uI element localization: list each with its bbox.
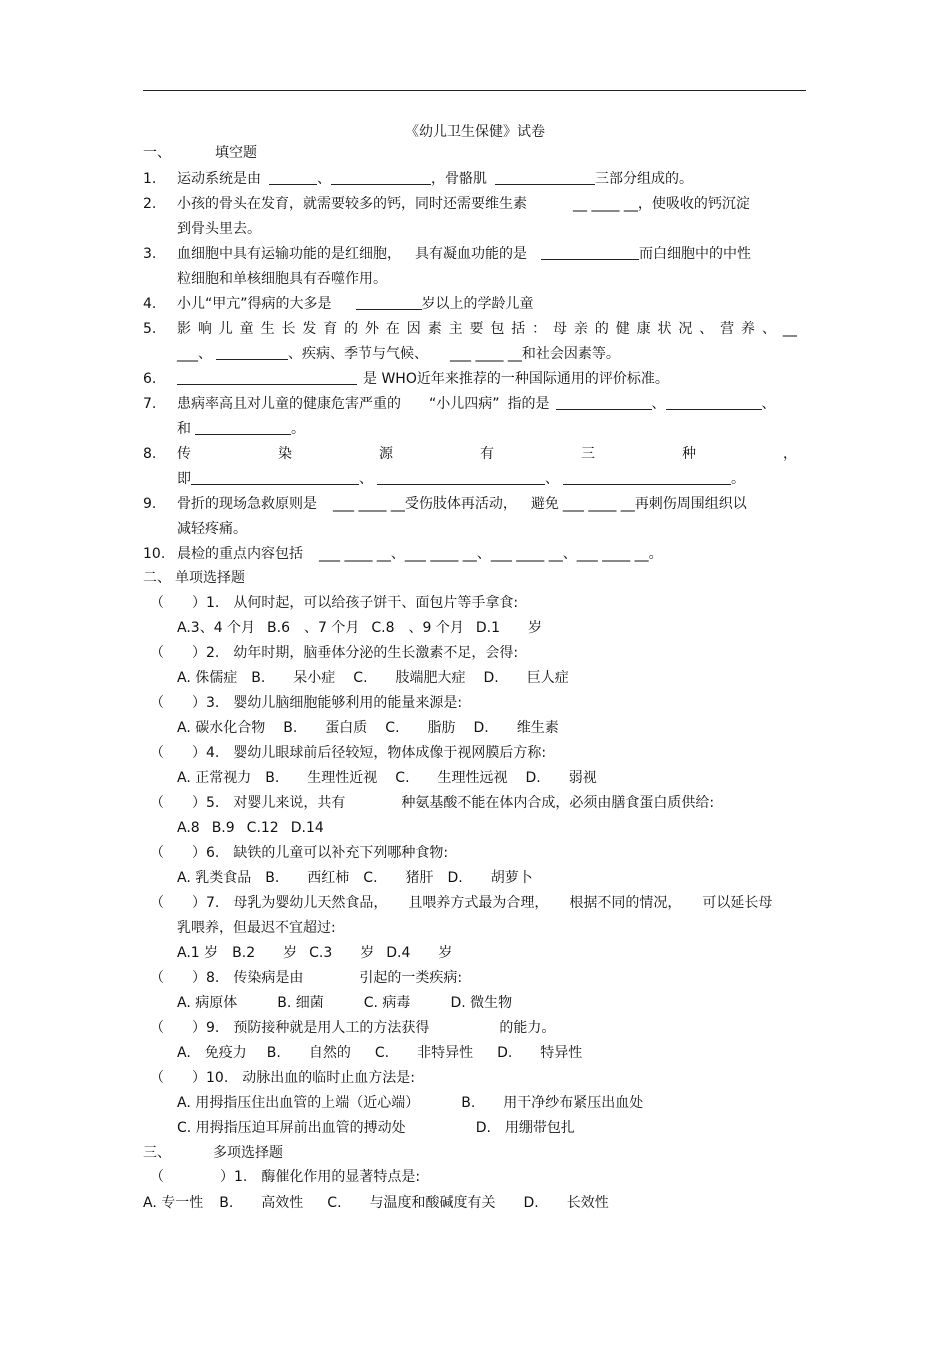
fill-q5-number: 5.	[143, 321, 157, 337]
char: 外	[365, 321, 380, 337]
char: ：	[532, 321, 547, 337]
text: 受伤肢体再活动，	[404, 496, 517, 512]
option-a[interactable]: A.8	[177, 820, 200, 836]
option-b[interactable]: B.2 岁	[232, 945, 298, 961]
option-d[interactable]: D. 巨人症	[483, 670, 569, 686]
char: 状	[657, 321, 672, 337]
answer-blank[interactable]	[191, 470, 359, 485]
answer-blank[interactable]: ___ ____ __	[450, 346, 522, 362]
text: 、疾病、季节与气候、	[288, 346, 428, 362]
option-a[interactable]: A. 乳类食品	[177, 870, 252, 886]
fill-q10	[143, 545, 663, 563]
single-q4-options	[177, 769, 597, 787]
answer-blank[interactable]: ___ ____ __	[576, 546, 649, 562]
section-number: 二、	[143, 570, 171, 586]
question-number: 10.	[143, 546, 166, 562]
option-a[interactable]: A. 免疫力	[177, 1045, 247, 1061]
fill-q7-cont	[177, 420, 305, 438]
single-q10: （ ）10. 动脉出血的临时止血方法是:	[150, 1070, 415, 1086]
text: 骨折的现场急救原则是	[177, 496, 317, 512]
single-q3: （ ）3. 婴幼儿脑细胞能够利用的能量来源是:	[150, 695, 463, 711]
text: 指的是	[507, 396, 550, 412]
option-b[interactable]: B.9	[211, 820, 235, 836]
section-1-heading	[143, 144, 257, 162]
text: 小孩的骨头在发育，就需要较多的钙，同时还需要维生素	[177, 196, 527, 212]
text: 。	[291, 421, 305, 437]
char: 发	[302, 321, 317, 337]
char: 响	[197, 321, 212, 337]
char: 有	[480, 446, 494, 462]
answer-blank[interactable]	[356, 295, 422, 310]
answer-blank[interactable]: ___ ____ __	[404, 546, 477, 562]
section-label: 填空题	[215, 145, 257, 161]
option-d[interactable]: D.4 岁	[386, 945, 453, 961]
answer-blank[interactable]: __ ____ __	[573, 196, 638, 212]
answer-blank[interactable]	[563, 470, 731, 485]
single-q7-cont: 乳喂养，但最迟不宜超过:	[177, 920, 336, 936]
text: 。	[731, 471, 745, 487]
answer-blank[interactable]	[541, 245, 639, 260]
single-q7-options	[177, 944, 452, 962]
char: 素	[427, 321, 442, 337]
option-a[interactable]: A. 碳水化合物	[177, 720, 266, 736]
option-c[interactable]: C. 用拇指压迫耳屏前出血管的搏动处	[177, 1120, 406, 1136]
char: 长	[281, 321, 296, 337]
answer-blank[interactable]: ___ ____ __	[490, 546, 563, 562]
text: 。	[648, 546, 663, 562]
text: 再刺伤周围组织以	[634, 496, 747, 512]
text: 和	[177, 421, 191, 437]
single-q2-options	[177, 669, 569, 687]
single-q6-options	[177, 869, 533, 887]
char: 包	[490, 321, 505, 337]
single-q5-options	[177, 819, 324, 837]
question-number: 6.	[143, 371, 157, 387]
fill-q3-cont: 粒细胞和单核细胞具有吞噬作用。	[177, 271, 387, 287]
option-b[interactable]: B. 蛋白质	[283, 720, 368, 736]
char: 的	[344, 321, 359, 337]
char: 影	[177, 321, 191, 337]
text: 而白细胞中的中性	[639, 246, 751, 262]
fill-q8	[177, 445, 797, 463]
char: 要	[469, 321, 484, 337]
multi-q1: （ ）1. 酶催化作用的显著特点是:	[150, 1169, 421, 1185]
text: ，骨骼肌	[431, 171, 487, 187]
multi-q1-options	[143, 1194, 609, 1212]
option-c[interactable]: C. 病毒	[363, 995, 411, 1011]
fill-q1	[143, 170, 693, 188]
fill-q7	[143, 395, 776, 413]
option-a[interactable]: A.3、4 个月	[177, 620, 256, 636]
option-c[interactable]: C. 猪肝	[363, 870, 434, 886]
option-c[interactable]: C. 脂肪	[385, 720, 456, 736]
question-number: 9.	[143, 496, 157, 512]
answer-blank[interactable]	[177, 370, 357, 385]
option-d[interactable]: D. 用绷带包扎	[475, 1120, 575, 1136]
answer-blank[interactable]	[195, 420, 291, 435]
single-q3-options	[177, 719, 559, 737]
option-a[interactable]: A. 用拇指压住出血管的上端（近心端）	[177, 1095, 420, 1111]
option-a[interactable]: A. 侏儒症	[177, 670, 238, 686]
option-c[interactable]: C. 生理性远视	[395, 770, 508, 786]
section-2-heading	[143, 569, 245, 587]
text: 具有凝血功能的是	[415, 246, 527, 262]
char: 母	[553, 321, 568, 337]
single-q1-options	[177, 619, 542, 637]
single-q8-options	[177, 994, 512, 1012]
text: ，使吸收的钙沉淀	[637, 196, 750, 212]
fill-q5-cont	[177, 345, 620, 363]
option-d[interactable]: D. 维生素	[473, 720, 559, 736]
char: 营	[720, 321, 735, 337]
single-q7: （ ）7. 母乳为婴幼儿天然食品， 且喂养方式最为合理， 根据不同的情况， 可以延长母	[150, 895, 773, 911]
option-d[interactable]: D. 长效性	[523, 1195, 609, 1211]
text: 血细胞中具有运输功能的是红细胞，	[177, 246, 401, 262]
option-c[interactable]: C. 肢端肥大症	[353, 670, 466, 686]
answer-blank[interactable]: ___ ____ __	[333, 496, 405, 512]
single-q9: （ ）9. 预防接种就是用人工的方法获得 的能力。	[150, 1020, 556, 1036]
answer-blank[interactable]	[331, 170, 431, 185]
single-q6: （ ）6. 缺铁的儿童可以补充下列哪种食物:	[150, 845, 449, 861]
option-b[interactable]: B. 自然的	[266, 1045, 351, 1061]
option-c[interactable]: C.12	[246, 820, 279, 836]
fill-q8-cont	[177, 470, 745, 488]
question-number: 4.	[143, 296, 157, 312]
fill-q4	[143, 295, 534, 313]
text: 三部分组成的。	[595, 171, 693, 187]
section-label: 多项选择题	[213, 1145, 283, 1161]
text: 、	[545, 471, 559, 487]
option-c[interactable]: C. 与温度和酸碱度有关	[327, 1195, 496, 1211]
fill-q3	[143, 245, 751, 263]
single-q9-options	[177, 1044, 582, 1062]
option-b[interactable]: B.6 、7 个月	[267, 620, 360, 636]
single-q10-options-2	[177, 1119, 575, 1137]
option-a[interactable]: A. 专一性	[143, 1195, 204, 1211]
section-number: 三、	[143, 1145, 171, 1161]
option-c[interactable]: C. 非特异性	[374, 1045, 474, 1061]
char: 种	[682, 446, 696, 462]
answer-blank[interactable]	[495, 170, 595, 185]
char: 传	[177, 446, 191, 462]
option-c[interactable]: C.3 岁	[309, 945, 375, 961]
char: 染	[278, 446, 292, 462]
section-label: 单项选择题	[175, 570, 245, 586]
fill-q5	[177, 320, 797, 338]
option-b[interactable]: B. 呆小症	[251, 670, 336, 686]
answer-blank[interactable]: ___ ____ __	[319, 546, 391, 562]
single-q10-options-1	[177, 1094, 643, 1112]
document-title: 《幼儿卫生保健》试卷	[405, 124, 545, 140]
answer-blank[interactable]: __	[782, 321, 797, 337]
text: 即	[177, 471, 191, 487]
fill-q8-number: 8.	[143, 446, 157, 462]
answer-blank[interactable]: ___ ____ __	[562, 496, 635, 512]
answer-blank[interactable]	[377, 470, 545, 485]
char: 三	[581, 446, 595, 462]
option-a[interactable]: A.1 岁	[177, 945, 219, 961]
char: ，	[783, 446, 797, 462]
char: 、	[699, 321, 714, 337]
answer-blank[interactable]: ___、	[177, 346, 212, 362]
text: 小儿“甲亢”得病的大多是	[177, 296, 332, 312]
fill-q9	[143, 495, 747, 513]
option-d[interactable]: D. 特异性	[497, 1045, 583, 1061]
option-b[interactable]: B. 用干净纱布紧压出血处	[461, 1095, 644, 1111]
separator: 、	[390, 546, 405, 562]
fill-q9-cont: 减轻疼痛。	[177, 521, 247, 537]
option-a[interactable]: A. 正常视力	[177, 770, 252, 786]
answer-blank[interactable]	[216, 345, 288, 360]
question-number: 7.	[143, 396, 157, 412]
option-d[interactable]: D.14	[290, 820, 324, 836]
single-q1: （ ）1. 从何时起，可以给孩子饼干、面包片等手拿食:	[150, 595, 519, 611]
char: 育	[323, 321, 338, 337]
option-d[interactable]: D. 胡萝卜	[447, 870, 533, 886]
single-q2: （ ）2. 幼年时期，脑垂体分泌的生长激素不足，会得:	[150, 645, 519, 661]
text: 、	[761, 396, 776, 412]
text: 、	[651, 396, 666, 412]
char: 主	[448, 321, 463, 337]
char: 康	[636, 321, 651, 337]
section-3-heading	[143, 1144, 283, 1162]
option-b[interactable]: B. 细菌	[277, 995, 324, 1011]
question-number: 3.	[143, 246, 157, 262]
question-number: 2.	[143, 196, 157, 212]
option-d[interactable]: D. 弱视	[525, 770, 597, 786]
text: 、	[359, 471, 373, 487]
char: 养	[741, 321, 756, 337]
option-b[interactable]: B. 西红柿	[265, 870, 350, 886]
char: 生	[260, 321, 275, 337]
char: 况	[678, 321, 693, 337]
section-number: 一、	[143, 145, 171, 161]
separator: 、	[562, 546, 577, 562]
char: 源	[379, 446, 393, 462]
text: 避免	[530, 496, 559, 512]
text: 和社会因素等。	[521, 346, 620, 362]
char: 亲	[573, 321, 588, 337]
text: 岁以上的学龄儿童	[421, 296, 534, 312]
text: 、	[317, 171, 331, 187]
option-d[interactable]: D. 微生物	[450, 995, 513, 1011]
fill-q6	[143, 370, 669, 388]
text: “小儿四病”	[429, 396, 500, 412]
char: 因	[406, 321, 421, 337]
option-b[interactable]: B. 生理性近视	[265, 770, 378, 786]
char: 童	[239, 321, 254, 337]
question-number: 1.	[143, 171, 157, 187]
text: 是 WHO近年来推荐的一种国际通用的评价标准。	[363, 371, 669, 387]
fill-q2	[143, 195, 750, 213]
char: 括	[511, 321, 526, 337]
char: 健	[615, 321, 630, 337]
option-b[interactable]: B. 高效性	[219, 1195, 304, 1211]
header-rule	[143, 90, 806, 91]
text: 运动系统是由	[177, 171, 261, 187]
answer-blank[interactable]	[269, 170, 317, 185]
separator: 、	[476, 546, 491, 562]
char: 、	[761, 321, 776, 337]
text: 患病率高且对儿童的健康危害严重的	[177, 396, 401, 412]
option-d[interactable]: D.1 岁	[475, 620, 543, 636]
char: 儿	[218, 321, 233, 337]
single-q4: （ ）4. 婴幼儿眼球前后径较短，物体成像于视网膜后方称:	[150, 745, 547, 761]
single-q5: （ ）5. 对婴儿来说，共有 种氨基酸不能在体内合成，必须由膳食蛋白质供给:	[150, 795, 715, 811]
answer-blank[interactable]	[556, 395, 652, 410]
option-c[interactable]: C.8 、9 个月	[371, 620, 464, 636]
text: 晨检的重点内容包括	[177, 546, 303, 562]
option-a[interactable]: A. 病原体	[177, 995, 238, 1011]
fill-q2-cont: 到骨头里去。	[177, 221, 261, 237]
char: 在	[385, 321, 400, 337]
single-q8: （ ）8. 传染病是由 引起的一类疾病:	[150, 970, 463, 986]
answer-blank[interactable]	[666, 395, 762, 410]
char: 的	[594, 321, 609, 337]
